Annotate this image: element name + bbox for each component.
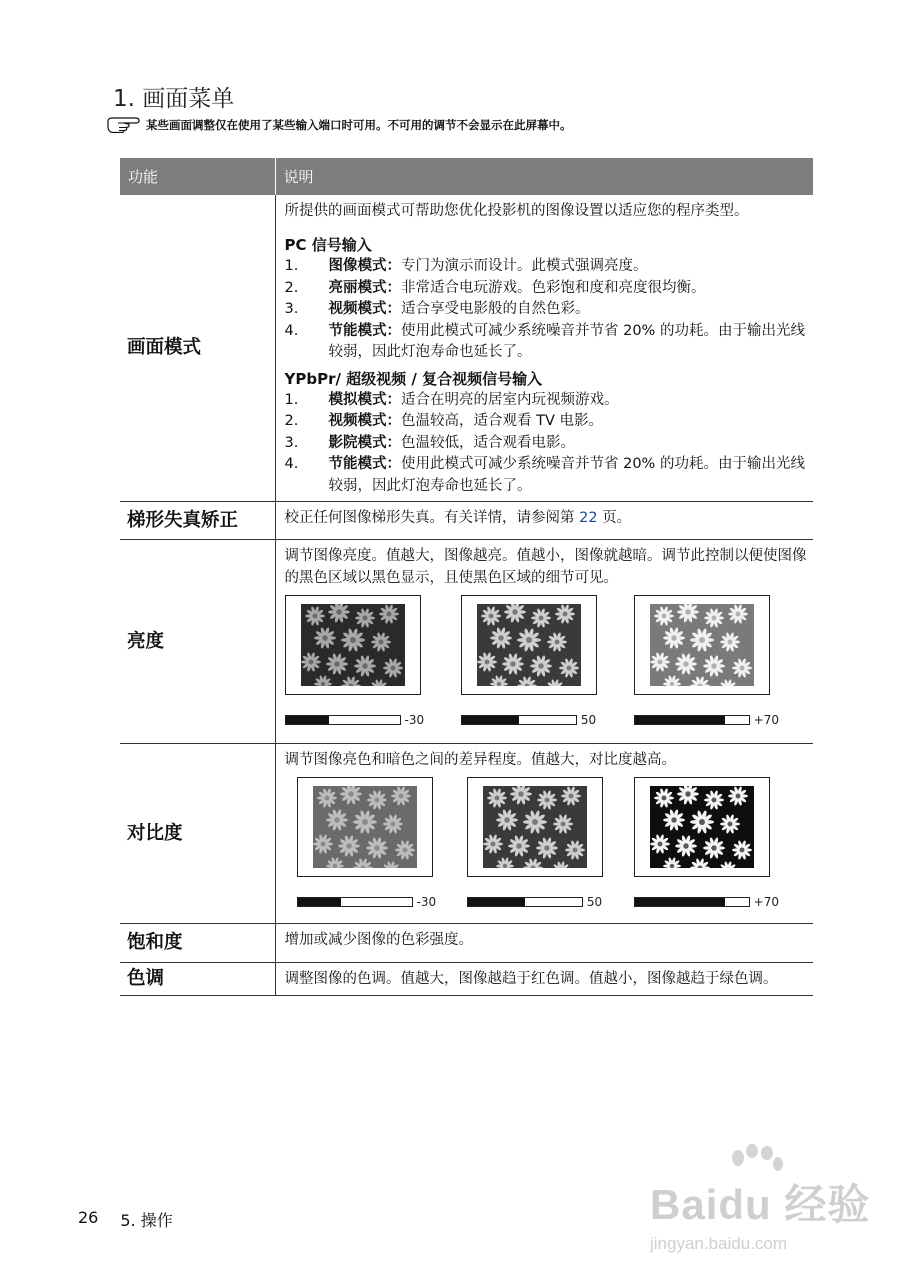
watermark-sub: jingyan.baidu.com <box>650 1234 788 1253</box>
flower-image <box>650 604 754 686</box>
list-item <box>285 299 808 321</box>
list-item <box>285 390 808 412</box>
function-name: 亮度 <box>120 540 275 744</box>
row-contrast <box>120 744 813 924</box>
item-text: 使用此模式可减少系统噪音并节省 20% 的功耗。由于输出光线较弱，因此灯泡寿命也延长了。 <box>328 322 805 360</box>
item-label: 模拟模式： <box>328 391 401 408</box>
item-number: 2. <box>284 279 299 296</box>
keystone-text-after: 页。 <box>602 510 632 526</box>
flower-image <box>301 604 405 686</box>
list-item <box>285 278 808 300</box>
note <box>106 117 572 133</box>
level-indicator <box>634 709 779 731</box>
item-number: 4. <box>284 322 299 339</box>
level-bar <box>285 715 401 725</box>
level-fill <box>635 898 725 906</box>
list-item <box>285 454 808 497</box>
level-fill <box>286 716 329 724</box>
row-brightness <box>120 540 813 744</box>
level-indicator <box>285 709 425 731</box>
item-label: 节能模式： <box>328 456 401 472</box>
function-table <box>120 158 813 996</box>
item-label: 影院模式： <box>328 434 401 451</box>
keystone-text: 校正任何图像梯形失真。有关详情，请参阅第 <box>284 510 575 526</box>
list-item <box>285 256 808 278</box>
section-title: 1. 画面菜单 <box>113 86 235 112</box>
function-name: 色调 <box>120 963 275 996</box>
item-text: 专门为演示而设计。此模式强调亮度。 <box>401 258 648 274</box>
flower-image <box>477 604 581 686</box>
header-description: 说明 <box>275 158 813 195</box>
level-value: -30 <box>416 895 437 909</box>
sample <box>467 777 603 913</box>
function-description <box>275 502 813 540</box>
page-reference-link[interactable]: 22 <box>579 510 598 526</box>
item-text: 使用此模式可减少系统噪音并节省 20% 的功耗。由于输出光线较弱，因此灯泡寿命也延长了。 <box>328 456 805 494</box>
sample-frame <box>297 777 433 877</box>
item-number: 2. <box>284 413 299 429</box>
item-text: 适合在明亮的居室内玩视频游戏。 <box>401 391 619 408</box>
row-hue <box>120 963 813 996</box>
level-value: +70 <box>753 713 779 727</box>
brightness-samples <box>285 595 808 731</box>
header-function: 功能 <box>120 158 275 195</box>
sample <box>297 777 437 913</box>
level-bar <box>461 715 577 725</box>
level-value: 50 <box>580 713 597 727</box>
level-fill <box>635 716 725 724</box>
sample-frame <box>634 777 770 877</box>
item-text: 非常适合电玩游戏。色彩饱和度和亮度很均衡。 <box>401 279 706 296</box>
item-label: 亮丽模式： <box>328 279 401 296</box>
flower-image <box>650 786 754 868</box>
function-name: 饱和度 <box>120 924 275 963</box>
level-fill <box>462 716 519 724</box>
pointing-hand-icon <box>106 117 140 133</box>
watermark-main: Baidu 经验 <box>650 1181 871 1228</box>
item-number: 3. <box>284 301 299 317</box>
level-bar <box>467 897 583 907</box>
row-picture-mode <box>120 195 813 502</box>
sample-frame <box>461 595 597 695</box>
function-name: 对比度 <box>120 744 275 924</box>
sample-frame <box>634 595 770 695</box>
item-label: 视频模式： <box>328 413 401 429</box>
item-number: 3. <box>284 434 299 451</box>
sample-frame <box>467 777 603 877</box>
row-keystone <box>120 502 813 540</box>
function-description: 调整图像的色调。值越大，图像越趋于红色调。值越小，图像越趋于绿色调。 <box>275 963 813 996</box>
paw-icon <box>726 1144 786 1194</box>
page-footer <box>78 1208 173 1231</box>
item-text: 色温较低，适合观看电影。 <box>401 434 575 451</box>
chapter-title: 5. 操作 <box>120 1211 173 1230</box>
list-item <box>285 411 808 433</box>
flower-image <box>313 786 417 868</box>
level-indicator <box>461 709 596 731</box>
flower-image <box>483 786 587 868</box>
item-number: 4. <box>284 456 299 472</box>
sample <box>285 595 425 731</box>
level-indicator <box>467 891 602 913</box>
contrast-samples <box>285 777 808 913</box>
sample <box>461 595 597 731</box>
function-description <box>275 744 813 924</box>
item-number: 1. <box>284 258 299 274</box>
row-saturation <box>120 924 813 963</box>
item-label: 视频模式： <box>328 301 401 317</box>
item-text: 色温较高，适合观看 TV 电影。 <box>401 413 603 429</box>
sample-frame <box>285 595 421 695</box>
level-bar <box>634 715 750 725</box>
function-name: 梯形失真矫正 <box>120 502 275 540</box>
contrast-text: 调节图像亮色和暗色之间的差异程度。值越大，对比度越高。 <box>284 752 676 768</box>
level-indicator <box>634 891 779 913</box>
item-number: 1. <box>284 391 299 408</box>
list-item <box>285 321 808 364</box>
sample <box>634 595 779 731</box>
level-fill <box>298 898 341 906</box>
note-text: 某些画面调整仅在使用了某些输入端口时可用。不可用的调节不会显示在此屏幕中。 <box>146 118 572 132</box>
table-header-row <box>120 158 813 195</box>
level-bar <box>634 897 750 907</box>
item-label: 节能模式： <box>328 322 401 339</box>
video-heading: YPbPr/ 超级视频 / 复合视频信号输入 <box>284 369 543 388</box>
level-value: -30 <box>404 713 425 727</box>
list-item <box>285 433 808 455</box>
function-description <box>275 195 813 502</box>
pc-heading: PC 信号输入 <box>284 236 372 254</box>
brightness-text: 调节图像亮度。值越大，图像越亮。值越小，图像就越暗。调节此控制以便使图像的黑色区域以黑色显示，且使黑色区域的细节可见。 <box>284 548 807 586</box>
function-description <box>275 540 813 744</box>
item-label: 图像模式： <box>328 258 401 274</box>
level-fill <box>468 898 525 906</box>
function-description: 增加或减少图像的色彩强度。 <box>275 924 813 963</box>
level-value: +70 <box>753 895 779 909</box>
level-bar <box>297 897 413 907</box>
level-indicator <box>297 891 437 913</box>
level-value: 50 <box>586 895 603 909</box>
pc-mode-list <box>285 256 808 364</box>
video-mode-list <box>285 390 808 498</box>
intro-text: 所提供的画面模式可帮助您优化投影机的图像设置以适应您的程序类型。 <box>284 203 749 219</box>
baidu-watermark <box>650 1150 880 1253</box>
sample <box>634 777 779 913</box>
item-text: 适合享受电影般的自然色彩。 <box>401 301 590 317</box>
function-name: 画面模式 <box>120 195 275 502</box>
page-number: 26 <box>78 1208 99 1227</box>
